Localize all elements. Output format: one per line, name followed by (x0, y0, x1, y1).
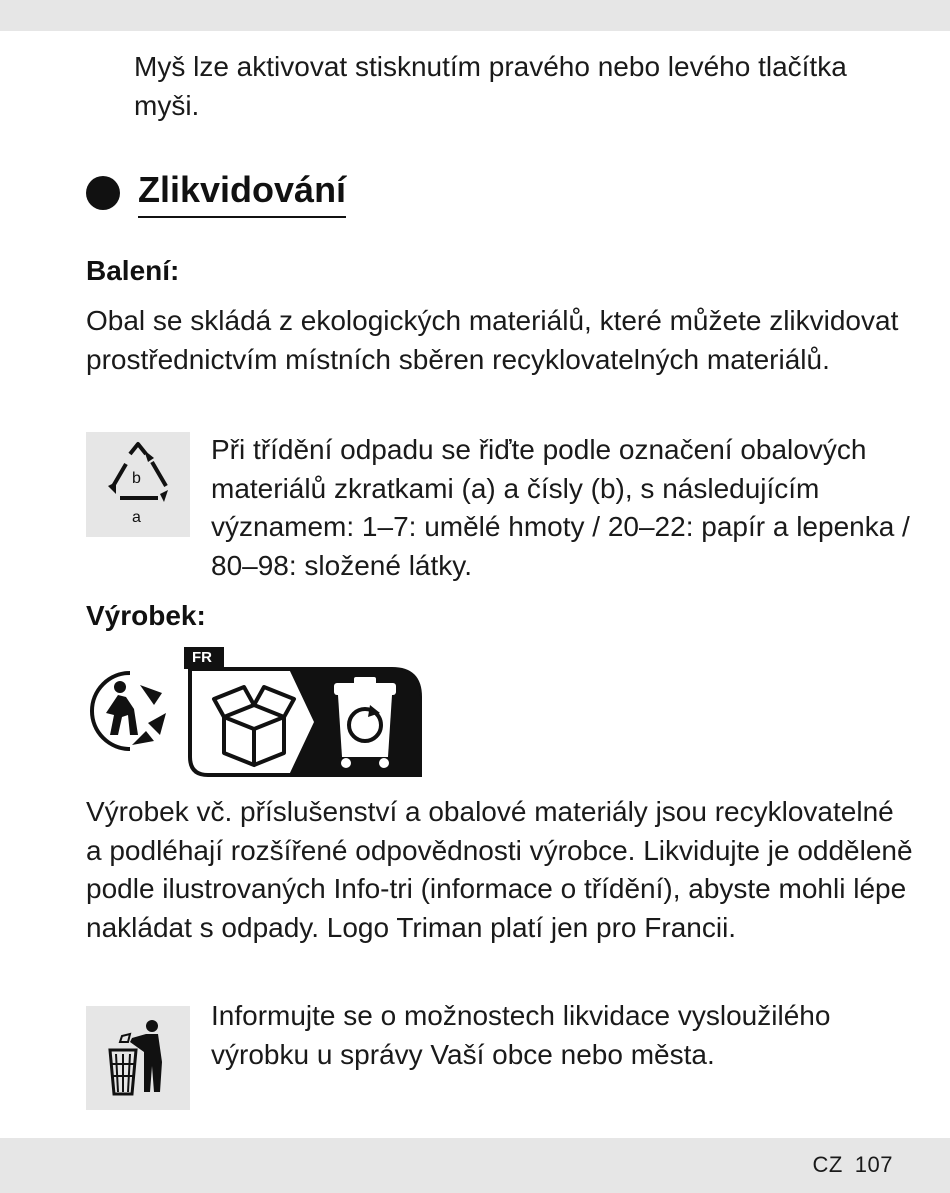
top-bar (0, 0, 950, 31)
recycle-letter-b: b (132, 470, 141, 487)
product-note: Informujte se o možnostech likvidace vysloužilého výrobku u správy Vaší obce nebo města. (211, 1000, 831, 1070)
page-number: 107 (854, 1152, 893, 1177)
intro-text: Myš lze aktivovat stisknutím pravého nebo levého tlačítka myši. (134, 51, 847, 121)
recycling-bin-icon (334, 677, 396, 768)
footer-lang: CZ (812, 1152, 843, 1177)
packaging-heading: Balení: (86, 255, 180, 286)
bullet-icon (86, 176, 120, 210)
section-heading (86, 168, 346, 218)
person-trash-bin-icon (86, 1006, 190, 1110)
triman-logo-icon (84, 665, 174, 755)
bottom-bar (0, 1138, 950, 1193)
product-heading: Výrobek: (86, 600, 206, 631)
infotri-graphic (184, 647, 424, 779)
infotri-tag: FR (192, 649, 212, 666)
recycle-letter-a: a (132, 509, 141, 526)
packaging-text: Obal se skládá z ekologických materiálů, které můžete zlikvidovat prostřednictvím místních sběren recyklovatelných materiálů. (86, 305, 899, 375)
packaging-note: Při třídění odpadu se řiďte podle označení obalových materiálů zkratkami (a) a čísly (b), s následujícím významem: 1–7: umělé hmoty / 20–22: papír a lepenka / 80–98: složené látky. (211, 434, 910, 581)
recycling-triangle-icon (86, 432, 190, 537)
product-text: Výrobek vč. příslušenství a obalové materiály jsou recyklovatelné a podléhají rozšířené odpovědnosti výrobce. Likvidujte je odděleně podle ilustrovaných Info-tri (informace o třídění), abyste mohli lépe nakládat s odpady. Logo Triman platí jen pro Francii. (86, 796, 913, 943)
section-title: Zlikvidování (138, 168, 346, 218)
page-footer (812, 1152, 893, 1178)
